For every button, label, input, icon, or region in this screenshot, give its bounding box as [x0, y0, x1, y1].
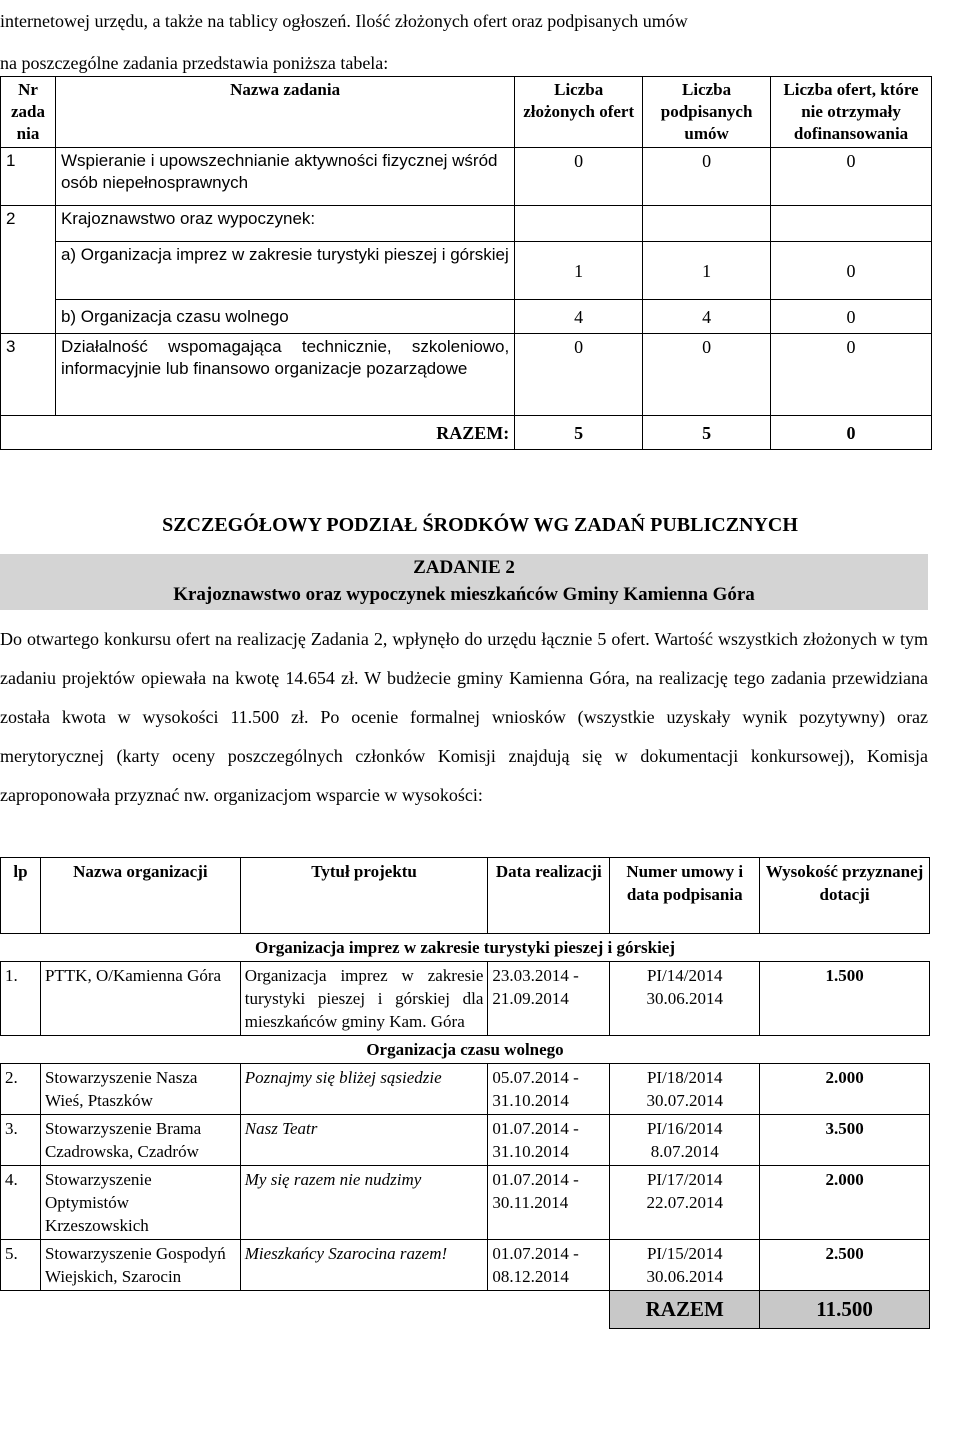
- task-description: Do otwartego konkursu ofert na realizację Zadania 2, wpłynęło do urzędu łącznie 5 ofert. Wartość wszystkich złożonych w tym zadaniu projektów opiewała na kwotę 14.654 zł. W budżecie gminy Kamienna Góra, na realizację tego zadania przewidziana została kwota w wysokości 11.500 zł. Po ocenie formalnej wniosków (wszystkie uzyskały wynik pozytywny) oraz merytorycznej (karty oceny poszczególnych członków Komisji znajdują się w dokumentacji konkursowej), Komisja zaproponowała przyznać nw. organizacjom wsparcie w wysokości:: [0, 629, 928, 805]
- row-title: Poznajmy się bliżej sąsiedzie: [240, 1064, 488, 1115]
- row-lp: 2.: [1, 1064, 41, 1115]
- row-lp: 4.: [1, 1166, 41, 1240]
- row-date: 05.07.2014 - 31.10.2014: [488, 1064, 610, 1115]
- total-amount: 11.500: [760, 1291, 930, 1329]
- row-date: 01.07.2014 - 31.10.2014: [488, 1115, 610, 1166]
- section-title: SZCZEGÓŁOWY PODZIAŁ ŚRODKÓW WG ZADAŃ PUBLICZNYCH: [162, 514, 798, 536]
- row-amount: 2.500: [760, 1240, 930, 1291]
- empty-cell: [771, 206, 932, 242]
- table-row: [1, 962, 930, 1036]
- col-header-offers: Liczba złożonych ofert: [515, 77, 643, 148]
- row-nofund: 0: [771, 148, 932, 206]
- row-name: b) Organizacja czasu wolnego: [55, 300, 514, 334]
- col-header-title: Tytuł projektu: [240, 858, 488, 934]
- col-header-nofund: Liczba ofert, które nie otrzymały dofinansowania: [771, 77, 932, 148]
- row-offers: 1: [515, 242, 643, 300]
- row-contracts: 1: [643, 242, 771, 300]
- row-nr: 2: [1, 206, 56, 242]
- contract-date: 30.06.2014: [646, 989, 723, 1008]
- total-row: [1, 416, 932, 450]
- col-header-contract: Numer umowy i data podpisania: [610, 858, 760, 934]
- contract-date: 22.07.2014: [646, 1193, 723, 1212]
- total-nofund: 0: [771, 416, 932, 450]
- total-label: RAZEM:: [1, 416, 515, 450]
- table-row: [1, 300, 932, 334]
- row-name: Krajoznawstwo oraz wypoczynek:: [55, 206, 514, 242]
- total-offers: 5: [515, 416, 643, 450]
- row-date: 01.07.2014 - 08.12.2014: [488, 1240, 610, 1291]
- contract-number: PI/18/2014: [646, 1068, 723, 1087]
- row-contracts: 0: [643, 148, 771, 206]
- row-offers: 0: [515, 148, 643, 206]
- grants-table: [0, 857, 930, 1329]
- row-org: Stowarzyszenie Nasza Wieś, Ptaszków: [40, 1064, 240, 1115]
- row-name: Działalność wspomagająca technicznie, szkoleniowo, informacyjnie lub finansowo organizacje pozarządowe: [55, 334, 514, 416]
- intro-line-2: na poszczególne zadania przedstawia poniższa tabela:: [0, 53, 389, 73]
- row-amount: 1.500: [760, 962, 930, 1036]
- row-contract: [610, 1064, 760, 1115]
- offers-summary-table: [0, 76, 932, 450]
- row-nofund: 0: [771, 334, 932, 416]
- contract-date: 30.07.2014: [646, 1091, 723, 1110]
- row-title: My się razem nie nudzimy: [240, 1166, 488, 1240]
- contract-number: PI/16/2014: [646, 1119, 723, 1138]
- row-org: Stowarzyszenie Optymistów Krzeszowskich: [40, 1166, 240, 1240]
- col-header-date: Data realizacji: [488, 858, 610, 934]
- row-nofund: 0: [771, 242, 932, 300]
- row-amount: 3.500: [760, 1115, 930, 1166]
- empty-cell: [1, 1291, 610, 1329]
- row-lp: 5.: [1, 1240, 41, 1291]
- col-header-org: Nazwa organizacji: [40, 858, 240, 934]
- group-row: [1, 1036, 930, 1064]
- row-contract: [610, 1115, 760, 1166]
- row-offers: 0: [515, 334, 643, 416]
- col-header-lp: lp: [1, 858, 41, 934]
- row-amount: 2.000: [760, 1064, 930, 1115]
- row-offers: 4: [515, 300, 643, 334]
- table-header-row: [1, 858, 930, 934]
- row-amount: 2.000: [760, 1166, 930, 1240]
- task-subtitle: Krajoznawstwo oraz wypoczynek mieszkańców Gminy Kamienna Góra: [173, 584, 755, 605]
- task-title: ZADANIE 2: [413, 557, 515, 578]
- col-header-nr: Nr zada nia: [1, 77, 56, 148]
- group-label: Organizacja czasu wolnego: [1, 1036, 930, 1064]
- row-lp: 3.: [1, 1115, 41, 1166]
- row-nr: 3: [1, 334, 56, 416]
- row-org: Stowarzyszenie Brama Czadrowska, Czadrów: [40, 1115, 240, 1166]
- row-contracts: 0: [643, 334, 771, 416]
- table-row: [1, 206, 932, 242]
- row-lp: 1.: [1, 962, 41, 1036]
- contract-number: PI/17/2014: [646, 1170, 723, 1189]
- group-label: Organizacja imprez w zakresie turystyki pieszej i górskiej: [1, 934, 930, 962]
- contract-number: PI/14/2014: [646, 966, 723, 985]
- table-row: [1, 1166, 930, 1240]
- contract-date: 30.06.2014: [646, 1267, 723, 1286]
- row-date: 23.03.2014 - 21.09.2014: [488, 962, 610, 1036]
- row-title: Mieszkańcy Szarocina razem!: [240, 1240, 488, 1291]
- row-contract: [610, 1240, 760, 1291]
- empty-cell: [1, 242, 56, 300]
- intro-line-1: internetowej urzędu, a także na tablicy ogłoszeń. Ilość złożonych ofert oraz podpisanych umów: [0, 11, 688, 31]
- col-header-amount: Wysokość przyznanej dotacji: [760, 858, 930, 934]
- table-row: [1, 148, 932, 206]
- row-nr: 1: [1, 148, 56, 206]
- table-row: [1, 1240, 930, 1291]
- total-row: [1, 1291, 930, 1329]
- contract-number: PI/15/2014: [646, 1244, 723, 1263]
- empty-cell: [643, 206, 771, 242]
- row-title: Organizacja imprez w zakresie turystyki pieszej i górskiej dla mieszkańców gminy Kam. Góra: [240, 962, 488, 1036]
- table-header-row: [1, 77, 932, 148]
- row-name: Wspieranie i upowszechnianie aktywności fizycznej wśród osób niepełnosprawnych: [55, 148, 514, 206]
- row-nofund: 0: [771, 300, 932, 334]
- col-header-contracts: Liczba podpisanych umów: [643, 77, 771, 148]
- empty-cell: [1, 300, 56, 334]
- row-name: a) Organizacja imprez w zakresie turystyki pieszej i górskiej: [55, 242, 514, 300]
- intro-text: [0, 0, 960, 84]
- table-row: [1, 242, 932, 300]
- table-row: [1, 1115, 930, 1166]
- row-contract: [610, 1166, 760, 1240]
- row-org: PTTK, O/Kamienna Góra: [40, 962, 240, 1036]
- empty-cell: [515, 206, 643, 242]
- total-contracts: 5: [643, 416, 771, 450]
- group-row: [1, 934, 930, 962]
- table-row: [1, 1064, 930, 1115]
- row-contracts: 4: [643, 300, 771, 334]
- row-date: 01.07.2014 - 30.11.2014: [488, 1166, 610, 1240]
- total-label: RAZEM: [610, 1291, 760, 1329]
- row-org: Stowarzyszenie Gospodyń Wiejskich, Szarocin: [40, 1240, 240, 1291]
- table-row: [1, 334, 932, 416]
- col-header-name: Nazwa zadania: [55, 77, 514, 148]
- contract-date: 8.07.2014: [650, 1142, 719, 1161]
- row-title: Nasz Teatr: [240, 1115, 488, 1166]
- row-contract: [610, 962, 760, 1036]
- task-header-box: [0, 554, 928, 610]
